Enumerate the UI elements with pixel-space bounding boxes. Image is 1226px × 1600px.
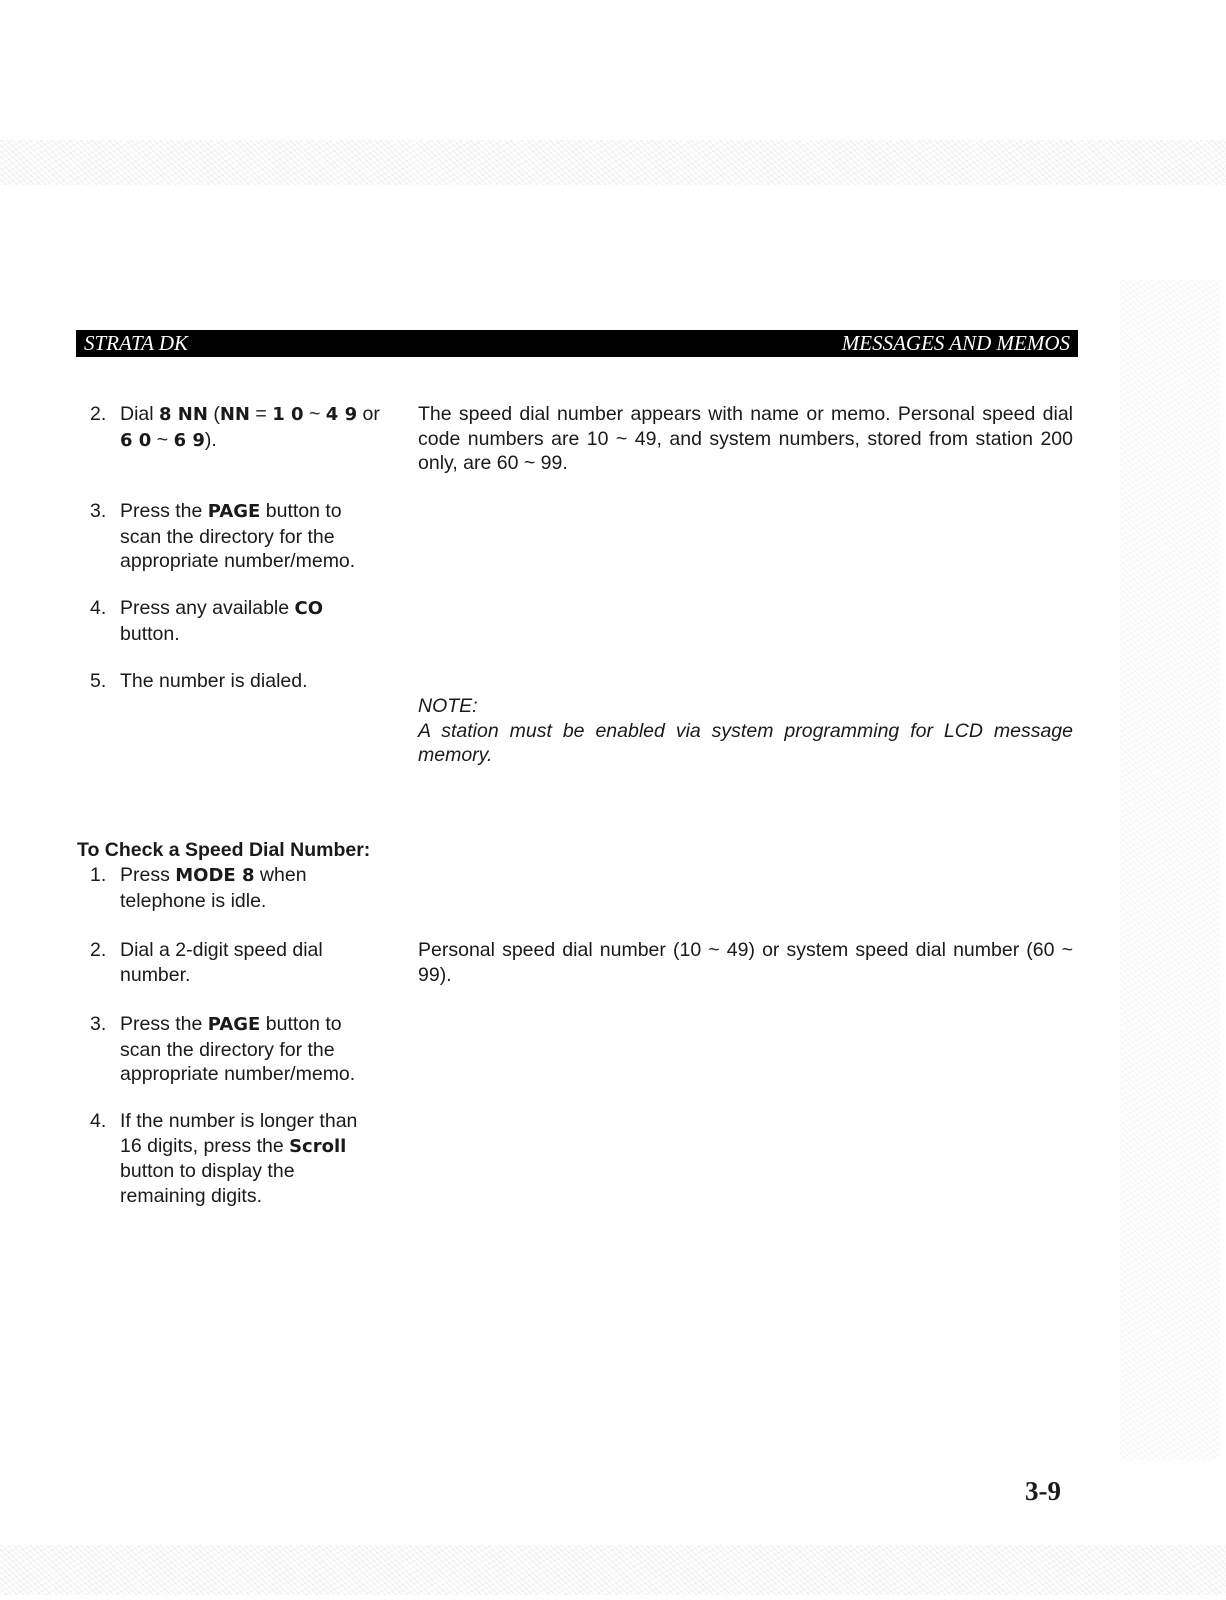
key-label: 6 9 bbox=[173, 429, 205, 451]
step-text: ~ bbox=[151, 428, 174, 451]
key-label: PAGE bbox=[207, 501, 261, 522]
step-text: button. bbox=[120, 622, 180, 645]
key-label: 8 NN bbox=[159, 404, 208, 425]
key-label: PAGE bbox=[207, 1014, 261, 1035]
step-2-dial bbox=[80, 402, 380, 453]
key-label: CO bbox=[294, 598, 324, 619]
step-text: Dial a 2-digit speed dial number. bbox=[120, 939, 323, 986]
personal-system-description: Personal speed dial number (10 ~ 49) or system speed dial number (60 ~ 99). bbox=[418, 939, 1073, 986]
step-5-dialed bbox=[80, 669, 380, 694]
step-number: 4. bbox=[90, 597, 107, 619]
step-number: 4. bbox=[90, 1110, 107, 1132]
scan-noise-top bbox=[0, 140, 1226, 185]
step-text: ~ bbox=[303, 403, 326, 425]
note-block bbox=[418, 694, 1073, 768]
note-body: A station must be enabled via system programming for LCD message memory. bbox=[418, 719, 1073, 766]
step-number: 5. bbox=[90, 670, 107, 692]
key-label: 4 9 bbox=[325, 404, 358, 425]
step-text: Press bbox=[120, 864, 176, 886]
step-number: 3. bbox=[90, 500, 107, 522]
key-label: NN bbox=[219, 404, 250, 425]
step-text: Press the bbox=[120, 500, 208, 522]
step-4-scroll bbox=[80, 1109, 380, 1208]
speed-dial-description: The speed dial number appears with name or memo. Personal speed dial code numbers are 10 ~ 49, and system numbers, stored from station 200 only, are 60 ~ 99. bbox=[418, 403, 1073, 474]
step-text: ( bbox=[207, 403, 220, 425]
scan-noise-right bbox=[1120, 280, 1220, 1460]
step-text: Dial bbox=[120, 403, 160, 425]
step-text: button to display the remaining digits. bbox=[120, 1160, 295, 1207]
step-text: = bbox=[250, 403, 273, 425]
step-2-dial-2digit bbox=[80, 938, 380, 987]
step-text: If the number is longer than 16 digits, press the bbox=[120, 1110, 358, 1157]
header-bar bbox=[76, 330, 1078, 357]
note-label: NOTE: bbox=[418, 695, 478, 717]
page-number: 3-9 bbox=[1025, 1476, 1061, 1506]
section-heading: To Check a Speed Dial Number: bbox=[77, 839, 371, 861]
step-text: The number is dialed. bbox=[120, 670, 308, 692]
step-3-page-2 bbox=[80, 1012, 380, 1087]
header-title-left: STRATA DK bbox=[84, 331, 189, 355]
step-text: when telephone is idle. bbox=[120, 864, 307, 912]
header-title-right: MESSAGES AND MEMOS bbox=[841, 331, 1070, 355]
step-text: or bbox=[357, 403, 380, 425]
step-number: 1. bbox=[90, 864, 107, 886]
step-text: Press the bbox=[120, 1013, 208, 1035]
key-label: 1 0 bbox=[272, 404, 304, 425]
step-number: 2. bbox=[90, 939, 107, 961]
step-number: 3. bbox=[90, 1013, 107, 1035]
key-label: 6 0 bbox=[120, 429, 152, 451]
key-label: Scroll bbox=[289, 1135, 347, 1157]
scan-noise-bottom bbox=[0, 1545, 1226, 1595]
key-label: MODE 8 bbox=[175, 865, 255, 886]
step-text: button to scan the directory for the appropriate number/memo. bbox=[120, 1013, 356, 1085]
step-3-page bbox=[80, 499, 380, 574]
step-1-mode8 bbox=[80, 863, 380, 913]
step-number: 2. bbox=[90, 403, 107, 425]
step-4-co bbox=[80, 596, 380, 646]
step-text: Press any available bbox=[120, 597, 295, 619]
step-text: button to scan the directory for the appropriate number/memo. bbox=[120, 500, 356, 572]
step-text: ). bbox=[204, 428, 217, 451]
